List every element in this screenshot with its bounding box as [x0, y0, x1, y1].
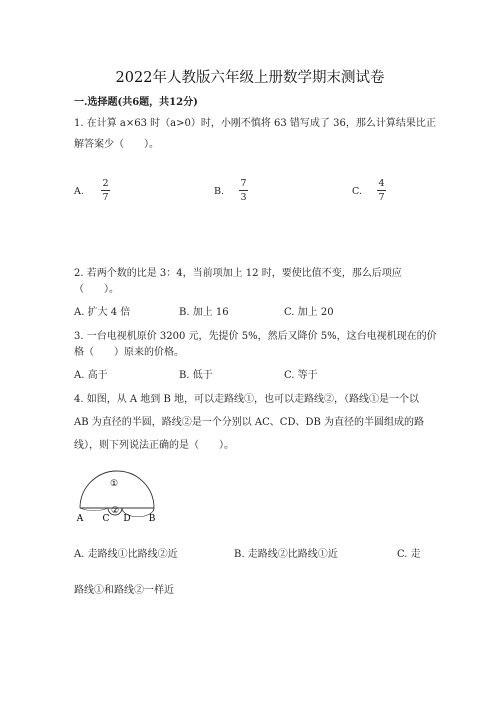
q4-option-c[interactable]: C. 走	[397, 549, 421, 560]
q2-option-a[interactable]: A. 扩大 4 倍	[74, 307, 131, 318]
fraction-numerator: 2	[102, 178, 109, 189]
q1-option-c-fraction[interactable]	[377, 178, 386, 203]
q3-option-c[interactable]: C. 等于	[284, 370, 318, 381]
route-1-semicircle	[80, 471, 154, 508]
q3-line1: 3. 一台电视机原价 3200 元，先提价 5%，然后又降价 5%，这台电视机现在的价	[74, 331, 437, 342]
point-b-label: B	[148, 514, 156, 524]
q1-option-b-fraction[interactable]	[239, 178, 248, 203]
q1-line2: 解答案少（ ）。	[74, 139, 159, 150]
route-2-label: ②	[110, 506, 120, 516]
q4-line2: AB 为直径的半圆，路线②是一个分别以 AC、CD、DB 为直径的半圆组成的路	[74, 417, 425, 428]
q1-option-c-label[interactable]: C.	[352, 186, 362, 197]
point-c-label: C	[102, 514, 110, 524]
q4-line3: 线），则下列说法正确的是（ ）。	[74, 440, 234, 451]
page-title: 2022年人教版六年级上册数学期末测试卷	[115, 70, 385, 86]
q1-option-b-label[interactable]: B.	[214, 186, 225, 197]
route-1-label: ①	[109, 479, 119, 489]
q4-option-c-continued: 路线①和路线②一样近	[74, 585, 174, 596]
q1-option-a-fraction[interactable]	[101, 178, 110, 203]
q1-option-a-label[interactable]: A.	[74, 186, 84, 197]
q3-option-b[interactable]: B. 低于	[179, 370, 213, 381]
point-d-label: D	[123, 514, 131, 524]
q3-option-a[interactable]: A. 高于	[74, 370, 108, 381]
q4-line1: 4. 如图，从 A 地到 B 地，可以走路线①，也可以走路线②，（路线①是一个以	[74, 394, 420, 405]
point-a-label: A	[76, 514, 84, 524]
q2-line2: （ ）。	[74, 284, 119, 295]
q4-option-b[interactable]: B. 走路线②比路线①近	[234, 549, 338, 560]
fraction-numerator: 7	[240, 178, 247, 189]
q3-line2: 格（ ）原来的价格。	[74, 347, 184, 358]
section-heading: 一.选择题(共6题，共12分)	[74, 97, 198, 108]
fraction-bar	[239, 190, 248, 191]
q2-option-b[interactable]: B. 加上 16	[179, 307, 229, 318]
q2-option-c[interactable]: C. 加上 20	[284, 307, 334, 318]
q1-line1: 1. 在计算 a×63 时（a>0）时，小刚不慎将 63 错写成了 36，那么计算结果比正	[74, 118, 436, 129]
fraction-denominator: 7	[378, 192, 385, 203]
q4-option-a[interactable]: A. 走路线①比路线②近	[74, 549, 178, 560]
fraction-bar	[101, 190, 110, 191]
q2-line1: 2. 若两个数的比是 3：4，当前项加上 12 时，要使比值不变，那么后项应	[74, 268, 402, 279]
fraction-denominator: 3	[240, 192, 247, 203]
fraction-denominator: 7	[102, 192, 109, 203]
fraction-numerator: 4	[378, 178, 385, 189]
fraction-bar	[377, 190, 386, 191]
semicircle-route-figure	[70, 468, 170, 528]
